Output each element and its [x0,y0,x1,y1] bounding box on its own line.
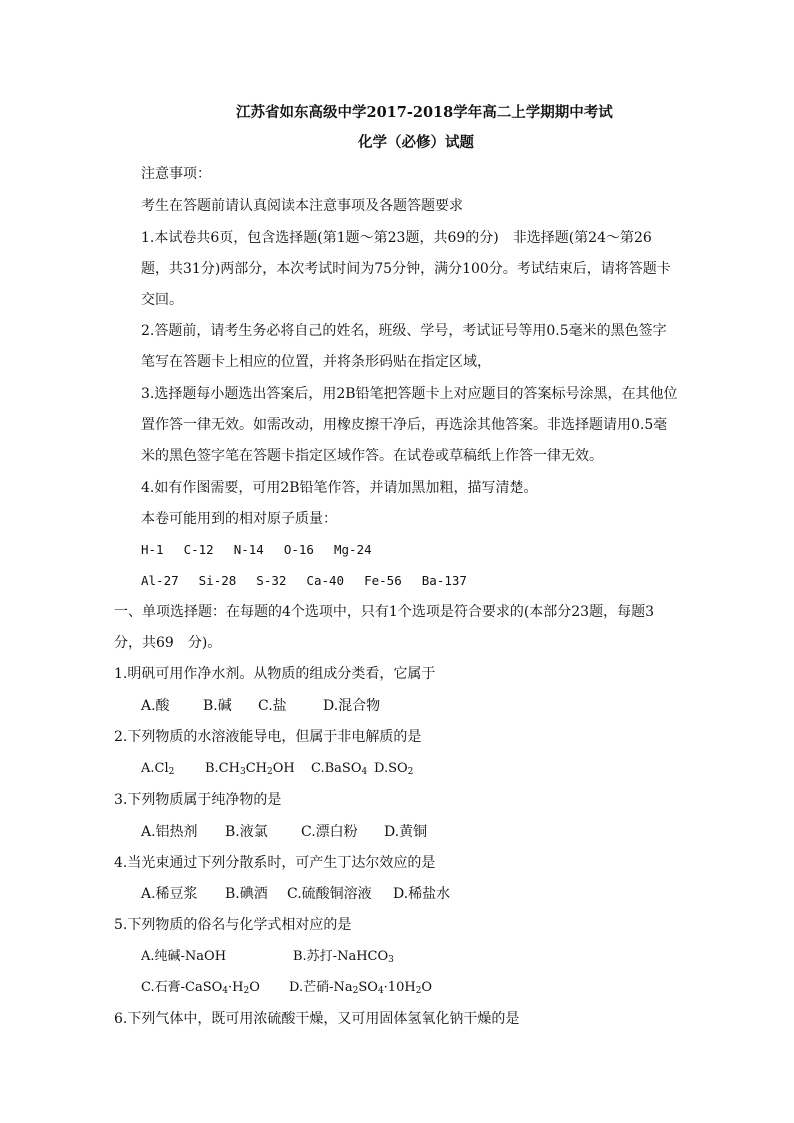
question-5-stem: 5.下列物质的俗名与化学式相对应的是 [114,917,352,933]
question-1-option-a: A.酸 [141,698,170,714]
question-1-option-d: D.混合物 [323,698,381,714]
notice-item-1-line-3: 交回。 [141,292,183,308]
exam-title: 江苏省如东高级中学2017-2018学年高二上学期期中考试 [236,104,613,121]
question-4-stem: 4.当光束通过下列分散系时，可产生丁达尔效应的是 [114,855,436,871]
question-5-option-a: A.纯碱-NaOH [141,949,227,964]
exam-subtitle: 化学（必修）试题 [358,134,474,151]
question-2-option-a: $A.Cl_2$ [141,761,175,777]
question-4-option-d: D.稀盐水 [393,886,451,902]
question-3-option-c: C.漂白粉 [301,824,358,840]
section-1-heading-line-2: 分，共69 分)。 [114,635,222,651]
notice-item-4: 4.如有作图需要，可用2B铅笔作答，并请加黑加粗，描写清楚。 [141,480,538,496]
notice-intro: 考生在答题前请认真阅读本注意事项及各题答题要求 [141,198,463,214]
notice-item-3-line-3: 米的黑色签字笔在答题卡指定区域作答。在试卷或草稿纸上作答一律无效。 [141,448,603,464]
question-3-option-b: B.液氯 [225,824,268,840]
question-5-option-d: D.芒硝$-Na_2SO_4\cdot 10H_2O$ [289,980,433,996]
notice-item-2-line-1: 2.答题前，请考生务必将自己的姓名，班级、学号，考试证号等用0.5毫米的黑色签字 [141,323,667,339]
question-3-option-a: A.铝热剂 [141,824,198,840]
question-5-option-c: C.石膏$-CaSO_4\cdot H_2O$ [141,980,260,996]
notice-item-1-line-2: 题，共31分)两部分，本次考试时间为75分钟，满分100分。考试结束后，请将答题卡 [141,261,671,277]
section-1-heading-line-1: 一、单项选择题：在每题的4个选项中，只有1个选项是符合要求的(本部分23题，每题3 [114,604,654,620]
notice-item-1-line-1: 1.本试卷共6页，包含选择题(第1题～第23题，共69的分) 非选择题(第24～第26 [141,230,652,246]
notice-heading: 注意事项： [141,166,211,182]
question-1-option-b: B.碱 [203,698,232,714]
question-6-stem: 6.下列气体中，既可用浓硫酸干燥，又可用固体氢氧化钠干燥的是 [114,1011,520,1027]
question-5-option-b: B.苏打-NaHCO$_3$ [293,949,394,965]
question-1-option-c: C.盐 [258,698,287,714]
question-4-option-c: C.硫酸铜溶液 [287,886,372,902]
question-3-stem: 3.下列物质属于纯净物的是 [114,792,282,808]
atomic-masses-row-2: Al-27 Si-28 S-32 Ca-40 Fe-56 Ba-137 [141,573,467,588]
notice-item-3-line-1: 3.选择题每小题选出答案后，用2B铅笔把答题卡上对应题目的答案标号涂黑，在其他位 [141,386,678,402]
question-3-option-d: D.黄铜 [384,824,428,840]
question-1-stem: 1.明矾可用作净水剂。从物质的组成分类看，它属于 [114,666,436,682]
question-2-stem: 2.下列物质的水溶液能导电，但属于非电解质的是 [114,729,422,745]
notice-item-2-line-2: 笔写在答题卡上相应的位置，并将条形码贴在指定区域， [141,354,491,370]
notice-item-3-line-2: 置作答一律无效。如需改动，用橡皮擦干净后，再选涂其他答案。非选择题请用0.5毫 [141,417,668,433]
question-2-option-c: C.BaSO$_4$ [311,761,368,777]
question-4-option-a: A.稀豆浆 [141,886,198,902]
question-2-option-d: $D.SO_2$ [374,761,414,777]
atomic-masses-row-1: H-1 C-12 N-14 O-16 Mg-24 [141,542,372,557]
atomic-mass-heading: 本卷可能用到的相对原子质量： [141,511,337,527]
question-2-option-b: $B.CH_3CH_2OH$ [205,761,295,777]
question-4-option-b: B.碘酒 [225,886,268,902]
